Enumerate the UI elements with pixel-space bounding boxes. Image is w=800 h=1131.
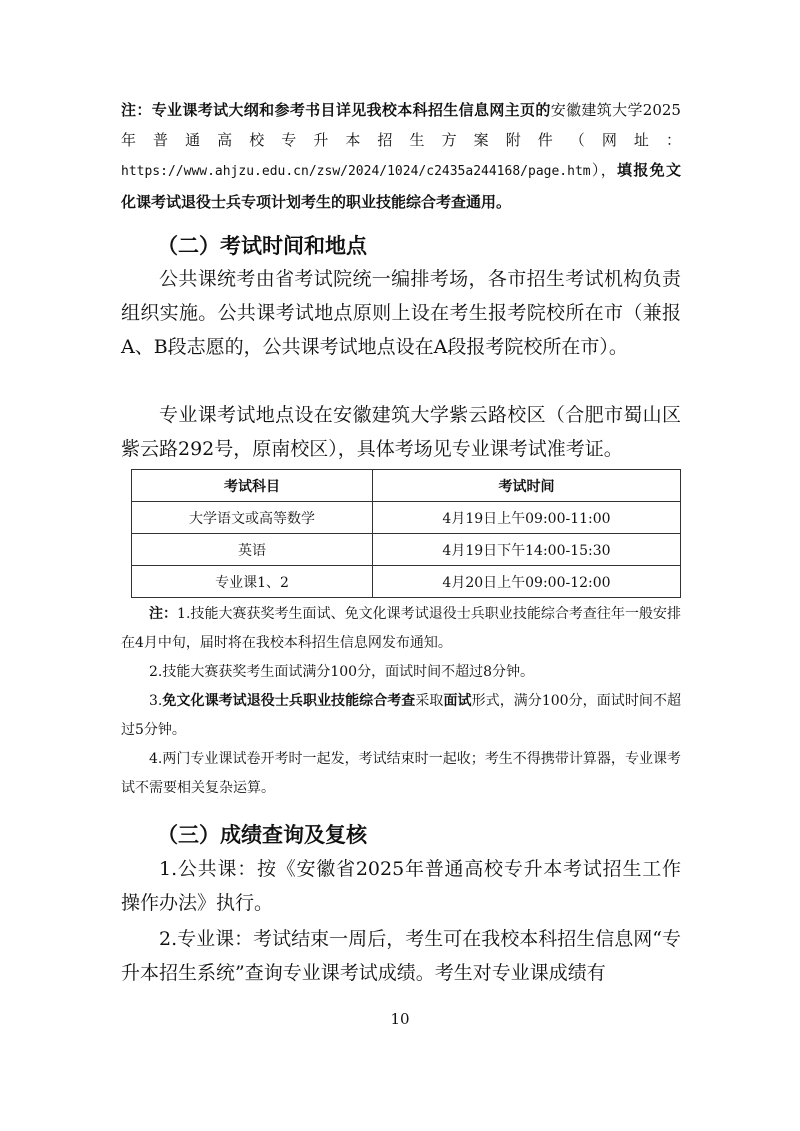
subject-cell: 大学语文或高等数学 bbox=[132, 502, 373, 534]
subject-cell: 英语 bbox=[132, 534, 373, 566]
public-course-exam-paragraph: 公共课统考由省考试院统一编排考场，各市招生考试机构负责组织实施。公共课考试地点原则上设在考生报考院校所在市（兼报A、B段志愿的，公共课考试地点设在A段报考院校所在市）。 bbox=[121, 268, 681, 358]
section-title-score-inquiry: （三）成绩查询及复核 bbox=[157, 822, 367, 847]
note-3-mid: 采取 bbox=[415, 693, 444, 709]
table-row bbox=[132, 502, 681, 534]
section-title-exam-time-place: （二）考试时间和地点 bbox=[157, 233, 367, 258]
major-course-exam-paragraph: 专业课考试地点设在安徽建筑大学紫云路校区（合肥市蜀山区紫云路292号，原南校区），具体考场见专业课考试准考证。 bbox=[121, 404, 681, 460]
table-note-4: 4.两门专业课试卷开考时一起发，考试结束时一起收；考生不得携带计算器，专业课考试不需要相关复杂运算。 bbox=[121, 751, 681, 796]
time-cell: 4月19日上午09:00-11:00 bbox=[373, 502, 681, 534]
table-row bbox=[132, 534, 681, 566]
table-note-1 bbox=[121, 600, 681, 658]
table-note-3 bbox=[121, 687, 681, 745]
table-notes bbox=[121, 600, 681, 803]
note-3-prefix: 3. bbox=[149, 693, 163, 709]
note-tail-bold: 填报免文化课考试退役士兵专项计划考生的职业技能综合考查通用。 bbox=[121, 161, 681, 211]
note-tail-text: ）， bbox=[590, 161, 618, 179]
exam-schedule-table bbox=[131, 469, 681, 598]
exam-syllabus-note bbox=[121, 95, 681, 217]
note-3-bold-2: 面试 bbox=[443, 693, 472, 709]
header-time: 考试时间 bbox=[373, 470, 681, 502]
note-3-bold-1: 免文化课考试退役士兵职业技能综合考查 bbox=[162, 693, 416, 709]
table-note-2: 2.技能大赛获奖考生面试满分100分，面试时间不超过8分钟。 bbox=[149, 664, 534, 680]
syllabus-url[interactable]: https://www.ahjzu.edu.cn/zsw/2024/1024/c2435a244168/page.htm bbox=[121, 164, 591, 179]
time-cell: 4月20日上午09:00-12:00 bbox=[373, 566, 681, 598]
major-course-score-paragraph: 2.专业课：考试结束一周后，考生可在我校本科招生信息网“专升本招生系统”查询专业课考试成绩。考生对专业课成绩有 bbox=[121, 928, 681, 984]
page-number: 10 bbox=[390, 1010, 410, 1028]
header-subject: 考试科目 bbox=[132, 470, 373, 502]
table-row bbox=[132, 566, 681, 598]
note-3-tail: 形式，满分100分，面试时间不超过5分钟。 bbox=[121, 693, 682, 738]
subject-cell: 专业课1、2 bbox=[132, 566, 373, 598]
notes-label: 注： bbox=[149, 606, 178, 622]
time-cell: 4月19日下午14:00-15:30 bbox=[373, 534, 681, 566]
table-header-row bbox=[132, 470, 681, 502]
note-1-text: 1.技能大赛获奖考生面试、免文化课考试退役士兵职业技能综合考查往年一般安排在4月中旬，届时将在我校本科招生信息网发布通知。 bbox=[121, 606, 682, 651]
note-lead-bold: 注：专业课考试大纲和参考书目详见我校本科招生信息网主页的 bbox=[121, 101, 551, 119]
public-course-score-paragraph: 1.公共课：按《安徽省2025年普通高校专升本考试招生工作操作办法》执行。 bbox=[121, 858, 681, 914]
note-lead-text: 安徽建筑大学2025年普通高校专升本招生方案附件（网址： bbox=[121, 101, 681, 149]
